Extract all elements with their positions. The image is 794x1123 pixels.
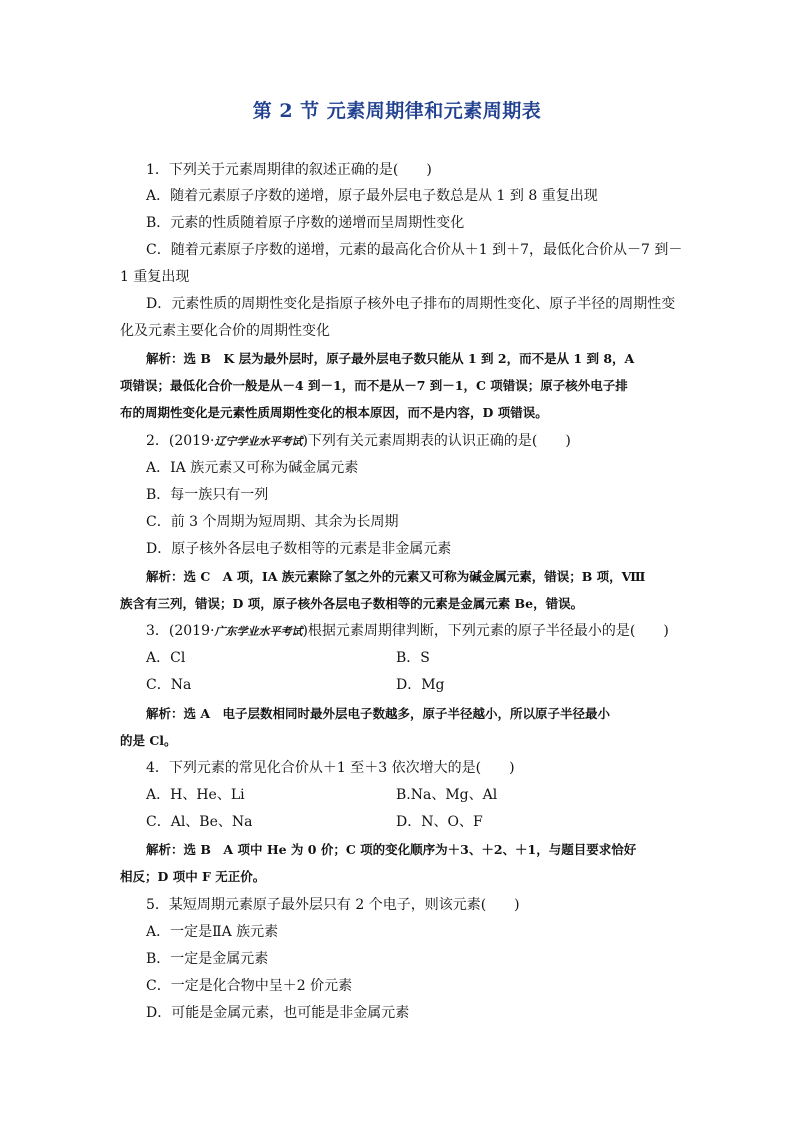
q3-option-d: D．Mg: [396, 677, 445, 693]
q2-option-b: B．每一族只有一列: [146, 487, 269, 503]
q4-explanation-line2: 相反；D 项中 F 无正价。: [120, 869, 266, 884]
q3-stem-text: )根据元素周期律判断，下列元素的原子半径最小的是( ): [302, 623, 669, 639]
q3-option-a: A．Cl: [146, 650, 186, 666]
q4-option-c: C．Al、Be、Na: [146, 814, 253, 830]
q1-stem: 1．下列关于元素周期律的叙述正确的是( ): [146, 162, 432, 178]
q4-option-b: B.Na、Mg、Al: [396, 787, 498, 803]
q3-option-c: C．Na: [146, 677, 192, 693]
q2-source: 辽宁学业水平考试: [214, 435, 303, 448]
q2-stem: [146, 431, 676, 452]
q2-stem-text: )下列有关元素周期表的认识正确的是( ): [302, 433, 571, 449]
q5-option-c: C．一定是化合物中呈＋2 价元素: [146, 978, 353, 994]
q5-option-d: D．可能是金属元素，也可能是非金属元素: [146, 1005, 410, 1021]
q2-option-c: C．前 3 个周期为短周期、其余为长周期: [146, 514, 399, 530]
q2-explanation-line1: 解析：选 C A 项，ⅠA 族元素除了氢之外的元素又可称为碱金属元素，错误；B 项，Ⅷ: [146, 569, 646, 584]
q4-option-d: D．N、O、F: [396, 814, 483, 830]
q4-stem: 4．下列元素的常见化合价从＋1 至＋3 依次增大的是( ): [146, 760, 515, 776]
q3-number: 3．(2019·: [146, 623, 215, 639]
q1-option-d-line1: D．元素性质的周期性变化是指原子核外电子排布的周期性变化、原子半径的周期性变: [146, 296, 676, 312]
q1-explanation-line1: 解析：选 B K 层为最外层时，原子最外层电子数只能从 1 到 2，而不是从 1 到 8，A: [146, 351, 635, 366]
q1-option-a: A．随着元素原子序数的递增，原子最外层电子数总是从 1 到 8 重复出现: [146, 188, 598, 204]
q4-explanation-line1: 解析：选 B A 项中 He 为 0 价；C 项的变化顺序为＋3、＋2、＋1，与题目要求恰好: [146, 842, 637, 857]
q3-explanation-line2: 的是 Cl。: [120, 733, 177, 748]
q3-explanation-line1: 解析：选 A 电子层数相同时最外层电子数越多，原子半径越小，所以原子半径最小: [146, 706, 611, 721]
q1-option-c-line1: C．随着元素原子序数的递增，元素的最高化合价从＋1 到＋7，最低化合价从－7 到－: [146, 242, 683, 258]
q5-stem: 5．某短周期元素原子最外层只有 2 个电子，则该元素( ): [146, 897, 520, 913]
q2-number: 2．(2019·: [146, 433, 215, 449]
q1-explanation-line3: 布的周期性变化是元素性质周期性变化的根本原因，而不是内容，D 项错误。: [120, 405, 548, 420]
q5-option-b: B．一定是金属元素: [146, 951, 269, 967]
q4-option-a: A．H、He、Li: [146, 787, 245, 803]
q2-explanation-line2: 族含有三列，错误；D 项，原子核外各层电子数相等的元素是金属元素 Be，错误。: [120, 596, 584, 611]
q2-option-d: D．原子核外各层电子数相等的元素是非金属元素: [146, 541, 452, 557]
page-title: 第 2 节 元素周期律和元素周期表: [252, 100, 542, 122]
q1-option-c-line2: 1 重复出现: [120, 269, 190, 285]
q3-stem: [146, 621, 676, 642]
q1-explanation-line2: 项错误；最低化合价一般是从－4 到－1，而不是从－7 到－1，C 项错误；原子核外电子排: [120, 378, 628, 393]
q1-option-d-line2: 化及元素主要化合价的周期性变化: [120, 323, 330, 339]
q3-option-b: B．S: [396, 650, 430, 666]
q5-option-a: A．一定是ⅡA 族元素: [146, 924, 279, 940]
q1-option-b: B．元素的性质随着原子序数的递增而呈周期性变化: [146, 215, 465, 231]
q3-source: 广东学业水平考试: [214, 625, 303, 638]
q2-option-a: A．ⅠA 族元素又可称为碱金属元素: [146, 460, 359, 476]
